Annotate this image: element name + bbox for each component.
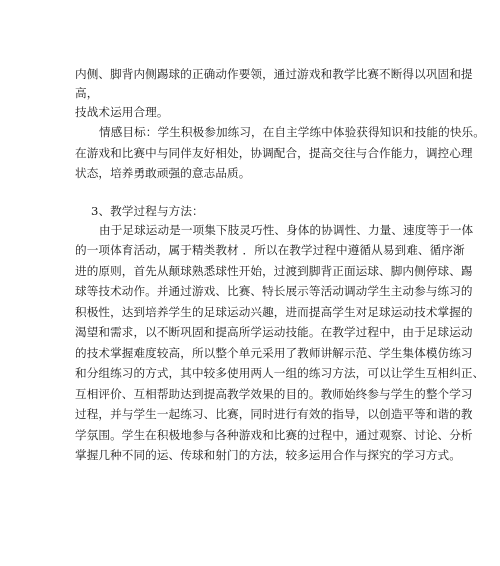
paragraph-line: 和分组练习的方式，其中较多使用两人一组的练习方法，可以让学生互相纠正、 (75, 366, 485, 380)
paragraph-line: 的技术掌握难度较高，所以整个单元采用了教师讲解示范、学生集体模仿练习 (75, 346, 473, 360)
paragraph-line: 互相评价、互相帮助达到提高教学效果的目的。教师始终参与学生的整个学习 (75, 387, 473, 401)
paragraph-line: 积极性，达到培养学生的足球运动兴趣，进而提高学生对足球运动技术掌握的 (75, 305, 473, 319)
paragraph-line: 学氛围。学生在积极地参与各种游戏和比赛的过程中，通过观察、讨论、分析 (75, 428, 473, 442)
paragraph-line: 内侧、脚背内侧踢球的正确动作要领，通过游戏和教学比赛不断得以巩固和提 (75, 67, 473, 81)
paragraph-line: 情感目标：学生积极参加练习，在自主学练中体验获得知识和技能的快乐。 (99, 125, 485, 139)
paragraph-line: 状态，培养勇敢顽强的意志品质。 (75, 166, 251, 180)
paragraph-line: 的一项体育活动，属于精类教材 ．所以在教学过程中遵循从易到难、循序渐 (75, 243, 465, 257)
paragraph-line: 渴望和需求，以不断巩固和提高所学运动技能。在教学过程中，由于足球运动 (75, 325, 473, 339)
section-heading: 3、教学过程与方法： (91, 204, 204, 218)
paragraph-line: 技战术运用合理。 (75, 105, 169, 119)
paragraph-line: 球等技术动作。并通过游戏、比赛、特长展示等活动调动学生主动参与练习的 (75, 284, 473, 298)
paragraph-line: 高， (75, 86, 99, 100)
paragraph-line: 过程，并与学生一起练习、比赛，同时进行有效的指导，以创造平等和谐的教 (75, 407, 473, 421)
paragraph-line: 由于足球运动是一项集下肢灵巧性、身体的协调性、力量、速度等于一体 (99, 223, 474, 237)
paragraph-line: 掌握几种不同的运、传球和射门的方法，较多运用合作与探究的学习方式。 (75, 448, 461, 462)
paragraph-line: 在游戏和比赛中与同伴友好相处，协调配合，提高交往与合作能力，调控心理 (75, 146, 473, 160)
paragraph-line: 进的原则，首先从颠球熟悉球性开始，过渡到脚背正面运球、脚内侧停球、踢 (75, 264, 473, 278)
